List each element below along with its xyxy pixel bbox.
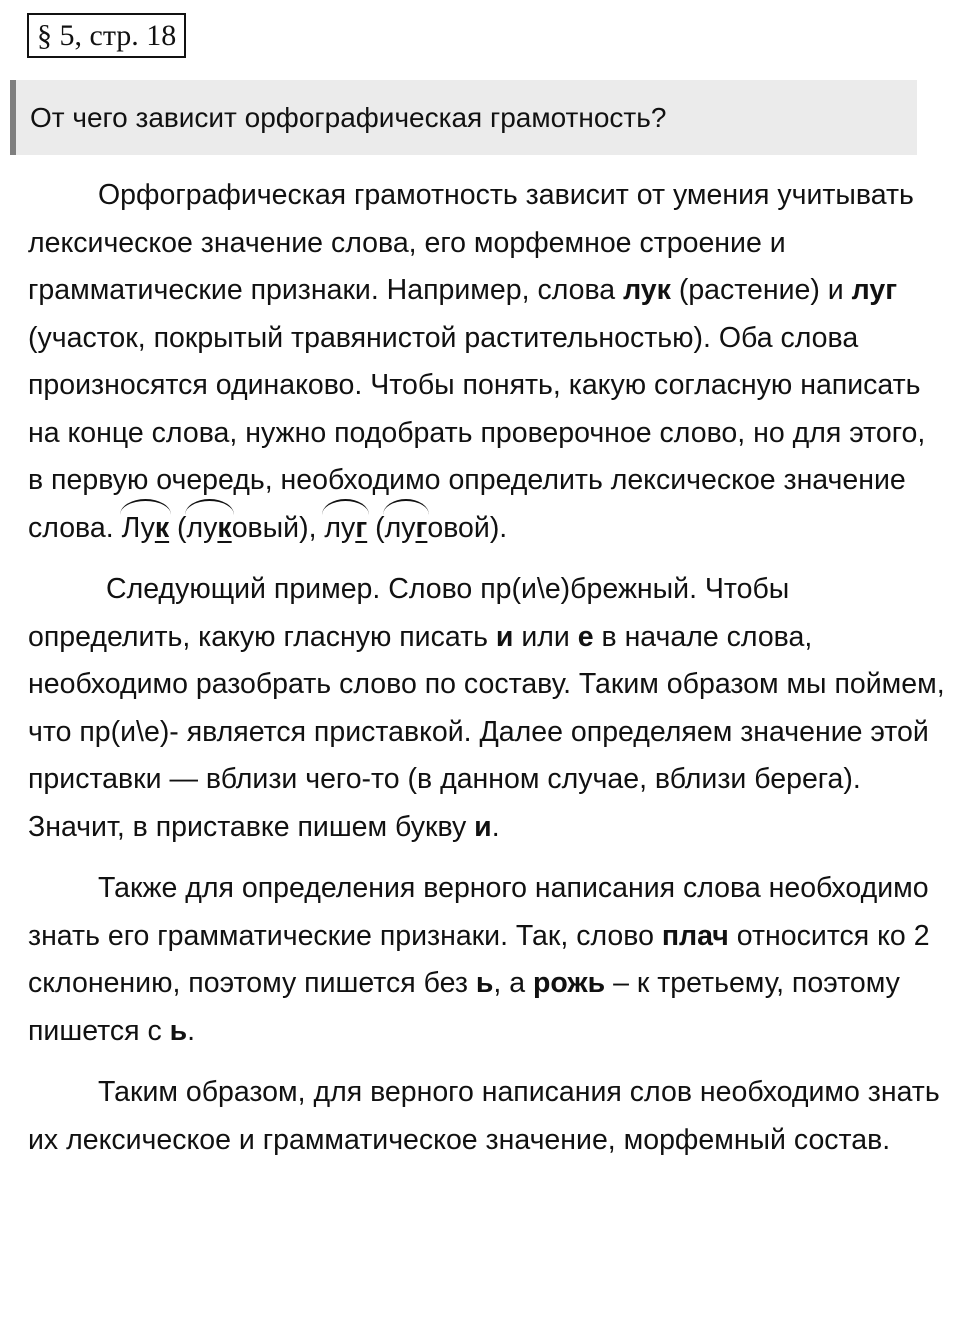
root-mark-3 <box>324 505 367 553</box>
p3-text-e: . <box>187 1014 196 1047</box>
w1-root: Лу <box>121 511 155 544</box>
w1-end: к <box>154 511 170 544</box>
root-mark-2 <box>187 505 232 553</box>
paragraph-1 <box>28 172 948 552</box>
p2-text-c: в начале слова, необходимо разобрать слово по составу. Таким образом мы поймем, что пр(и\е)- является приставкой. Далее определяем значение этой приставки — вблизи чего-то (в данном случае, вблизи берега). Значит, в приставке пишем букву <box>28 620 945 843</box>
p1-text-a: Орфографическая грамотность зависит от умения учитывать лексическое значение слова, его морфемное строение и грамматические признаки. Например, слова <box>28 179 914 306</box>
soft-sign-2: ь <box>169 1014 188 1047</box>
letter-i-2: и <box>474 810 492 843</box>
soft-sign-1: ь <box>475 967 494 999</box>
w4-open: ( <box>367 511 385 544</box>
letter-i: и <box>495 620 514 653</box>
w2-rest: овый), <box>231 511 325 544</box>
w4-rest: овой). <box>427 511 508 544</box>
w2-mid: к <box>217 511 232 544</box>
paragraph-2 <box>28 566 948 851</box>
paragraph-3 <box>28 865 948 1055</box>
p2-text-a: Следующий пример. Слово пр(и\е)брежный. Чтобы определить, какую гласную писать <box>28 573 790 653</box>
p1-text-b: (растение) и <box>670 274 852 306</box>
w2-open: ( <box>169 511 187 544</box>
p3-text-b: относится ко 2 склонению, поэтому пишется без <box>28 919 930 999</box>
word-luk: лук <box>623 274 671 306</box>
question-text: От чего зависит орфографическая грамотность? <box>30 102 667 133</box>
root-mark-1 <box>122 505 170 553</box>
w3-root: лу <box>324 511 356 544</box>
w4-root: лу <box>384 511 416 544</box>
p4-text: Таким образом, для верного написания слов необходимо знать их лексическое и грамматическое значение, морфемный состав. <box>28 1076 940 1156</box>
w4-mid: г <box>415 511 428 544</box>
p3-text-d: – к третьему, поэтому пишется с <box>28 967 900 1047</box>
p1-text-c: (участок, покрытый травянистой растительностью). Оба слова произносятся одинаково. Чтобы понять, какую согласную написать на конце слова, нужно подобрать проверочное слово, но для этого, в первую очередь, необходимо определить лексическое значение слова. <box>28 321 926 544</box>
w3-end: г <box>355 511 368 544</box>
question-banner <box>10 80 917 155</box>
word-lug: луг <box>851 274 898 306</box>
paragraph-4 <box>28 1069 948 1164</box>
letter-e: е <box>577 620 594 653</box>
p3-text-c: , а <box>493 967 533 999</box>
p2-text-b: или <box>513 620 578 653</box>
word-plach: плач <box>661 919 729 952</box>
p3-text-a: Также для определения верного написания слова необходимо знать его грамматические признаки. Так, слово <box>28 872 929 952</box>
answer-body <box>28 172 948 1164</box>
p2-text-d: . <box>491 810 500 843</box>
w2-root: лу <box>186 511 218 544</box>
word-rozh: рожь <box>532 967 606 999</box>
page-reference: § 5, стр. 18 <box>27 13 186 58</box>
root-mark-4 <box>385 505 428 553</box>
